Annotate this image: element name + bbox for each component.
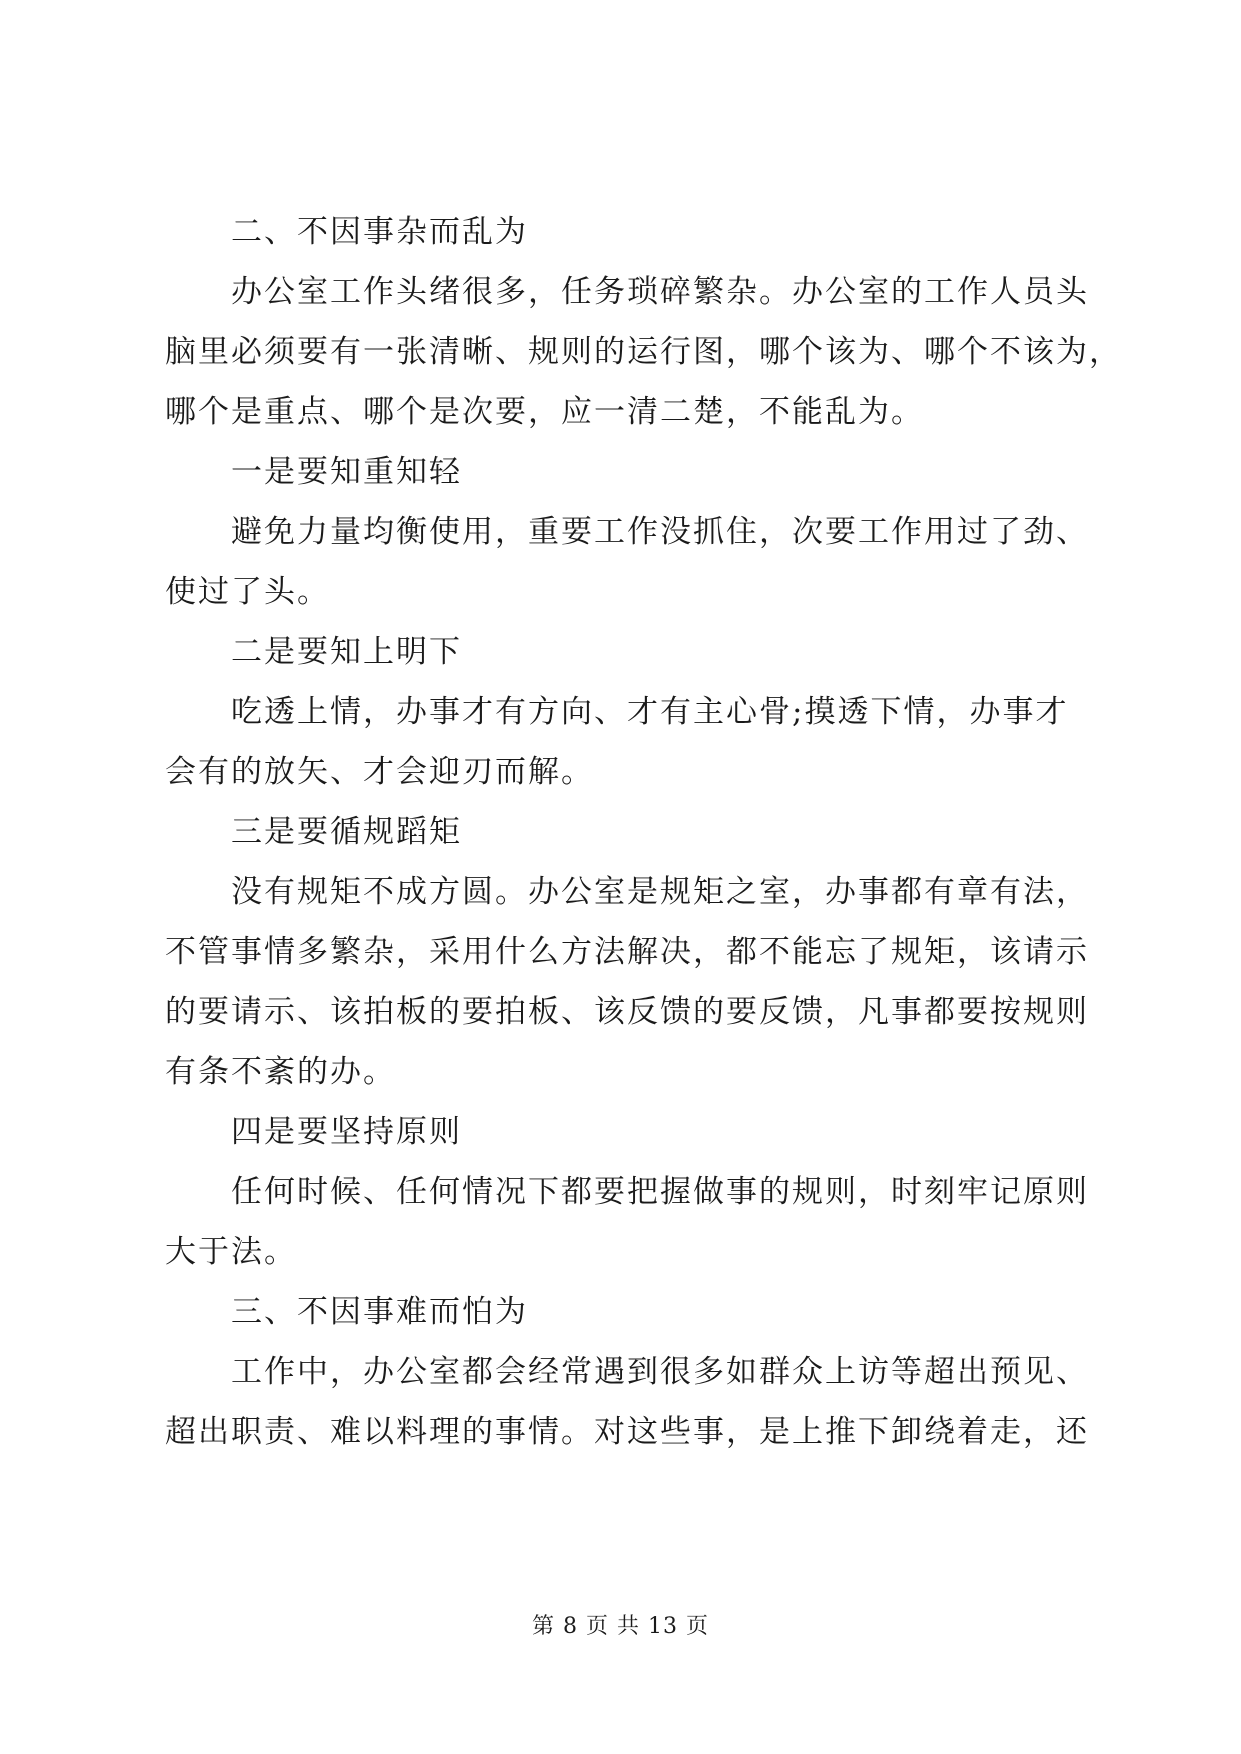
paragraph-line: 办公室工作头绪很多，任务琐碎繁杂。办公室的工作人员头	[231, 274, 1089, 310]
paragraph-line: 任何时候、任何情况下都要把握做事的规则，时刻牢记原则	[231, 1174, 1089, 1210]
paragraph-line: 避免力量均衡使用，重要工作没抓住，次要工作用过了劲、	[231, 514, 1089, 550]
section-heading: 二、不因事杂而乱为	[231, 214, 528, 250]
subsection-heading: 三是要循规蹈矩	[231, 814, 462, 850]
paragraph-line: 哪个是重点、哪个是次要，应一清二楚，不能乱为。	[165, 394, 924, 430]
paragraph-line: 脑里必须要有一张清晰、规则的运行图，哪个该为、哪个不该为，	[165, 334, 1122, 370]
subsection-heading: 一是要知重知轻	[231, 454, 462, 490]
subsection-heading: 四是要坚持原则	[231, 1114, 462, 1150]
paragraph-line: 有条不紊的办。	[165, 1054, 396, 1090]
page-number-footer: 第 8 页 共 13 页	[532, 1614, 709, 1639]
paragraph-line: 不管事情多繁杂，采用什么方法解决，都不能忘了规矩，该请示	[165, 934, 1089, 970]
paragraph-line: 使过了头。	[165, 574, 330, 610]
paragraph-line: 超出职责、难以料理的事情。对这些事，是上推下卸绕着走，还	[165, 1414, 1089, 1450]
paragraph-line: 没有规矩不成方圆。办公室是规矩之室，办事都有章有法，	[231, 874, 1089, 910]
paragraph-line: 工作中，办公室都会经常遇到很多如群众上访等超出预见、	[231, 1354, 1089, 1390]
subsection-heading: 二是要知上明下	[231, 634, 462, 670]
paragraph-line: 会有的放矢、才会迎刃而解。	[165, 754, 594, 790]
paragraph-line: 大于法。	[165, 1234, 297, 1270]
section-heading: 三、不因事难而怕为	[231, 1294, 528, 1330]
paragraph-line: 的要请示、该拍板的要拍板、该反馈的要反馈，凡事都要按规则	[165, 994, 1089, 1030]
paragraph-line: 吃透上情，办事才有方向、才有主心骨;摸透下情，办事才	[231, 694, 1069, 730]
